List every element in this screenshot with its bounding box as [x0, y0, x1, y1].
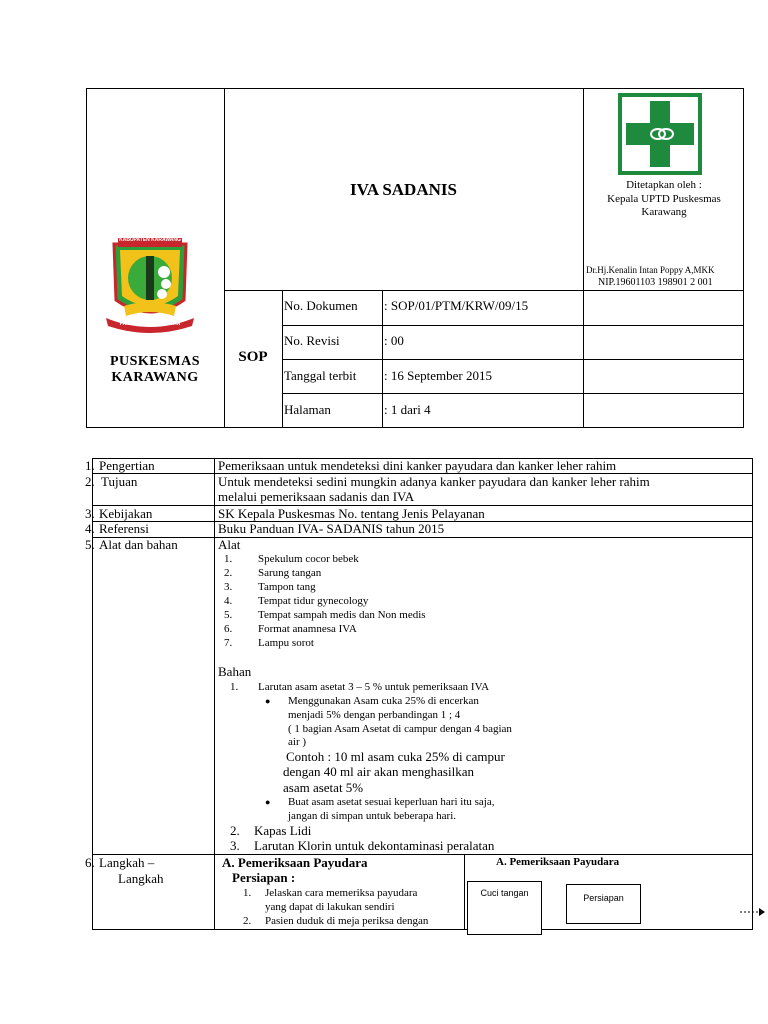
bullet-icon: ● [265, 696, 271, 706]
label-pengertian: Pengertian [99, 458, 155, 473]
meta-value-tanggal: : 16 September 2015 [384, 368, 492, 383]
list-item: 3. Tampon tang [224, 581, 316, 593]
list-item: 5. Tempat sampah medis dan Non medis [224, 609, 426, 621]
row-num-5: 5. [85, 537, 95, 552]
persiapan-title: Persiapan : [232, 870, 296, 885]
bahan-title: Bahan [218, 664, 252, 679]
list-item: 7. Lampu sorot [224, 637, 314, 649]
label-langkah-1: Langkah – [99, 855, 155, 870]
label-langkah-2: Langkah [118, 871, 164, 886]
puskesmas-cross-logo [618, 93, 702, 175]
bullet1-line3: ( 1 bagian Asam Asetat di campur dengan 4 bagian [288, 723, 512, 735]
meta-label-no-revisi: No. Revisi [284, 333, 340, 348]
step1-num: 1. [243, 887, 252, 899]
bullet-icon: ● [265, 797, 271, 807]
org-name-line2: KARAWANG [111, 370, 199, 385]
flow-arrow-icon [740, 904, 766, 914]
bullet1-line2: menjadi 5% dengan perbandingan 1 ; 4 [288, 709, 461, 721]
row-num-4: 4. [85, 521, 95, 536]
text-referensi: Buku Panduan IVA- SADANIS tahun 2015 [218, 521, 445, 536]
flow-box-persiapan [566, 884, 641, 924]
row-num-3: 3. [85, 506, 95, 521]
page-title: IVA SADANIS [350, 180, 457, 199]
org-name-line1: PUSKESMAS [109, 354, 201, 369]
text-pengertian: Pemeriksaan untuk mendeteksi dini kanker payudara dan kanker leher rahim [218, 458, 617, 473]
row-num-2: 2. [85, 474, 95, 489]
logo-ribbon-bottom: PANGKAL PERJUANGAN [119, 321, 181, 327]
bahan-2-text: Kapas Lidi [254, 823, 312, 838]
meta-label-no-dokumen: No. Dokumen [284, 298, 358, 313]
bahan-1-text: Larutan asam asetat 3 – 5 % untuk pemeriksaan IVA [258, 681, 490, 693]
bahan-3-text: Larutan Klorin untuk dekontaminasi peralatan [254, 838, 495, 853]
contoh-line3: asam asetat 5% [283, 780, 364, 795]
list-item: 2. Sarung tangan [224, 567, 322, 579]
bullet2-line1: Buat asam asetat sesuai keperluan hari itu saja, [288, 796, 495, 808]
flow-title: A. Pemeriksaan Payudara [496, 856, 620, 868]
step2-num: 2. [243, 915, 252, 927]
meta-label-halaman: Halaman [284, 402, 331, 417]
alat-title: Alat [218, 537, 241, 552]
alat-list [224, 553, 524, 653]
sop-label: SOP [238, 349, 268, 365]
label-tujuan: Tujuan [101, 474, 138, 489]
bullet2-line2: jangan di simpan untuk beberapa hari. [288, 810, 457, 822]
flow-box-cuci-tangan-label: Cuci tangan [480, 888, 529, 898]
row-num-6: 6. [85, 855, 95, 870]
step1-line1: Jelaskan cara memeriksa payudara [265, 887, 418, 899]
bahan-2-num: 2. [230, 823, 240, 838]
langkah-subtitle: A. Pemeriksaan Payudara [222, 855, 368, 870]
bahan-1-num: 1. [230, 681, 239, 693]
label-alat-bahan: Alat dan bahan [99, 537, 178, 552]
label-kebijakan: Kebijakan [99, 506, 153, 521]
flow-box-cuci-tangan [467, 881, 542, 935]
text-tujuan-1: Untuk mendeteksi sedini mungkin adanya kanker payudara dan kanker leher rahim [218, 474, 650, 489]
list-item: 6. Format anamnesa IVA [224, 623, 357, 635]
approved-by: Ditetapkan oleh : [626, 179, 702, 191]
signer-nip: NIP.19601103 198901 2 001 [598, 277, 713, 288]
karawang-logo [104, 236, 196, 336]
step1-line2: yang dapat di lakukan sendiri [265, 901, 395, 913]
meta-value-halaman: : 1 dari 4 [384, 402, 431, 417]
list-item: 1. Spekulum cocor bebek [224, 553, 359, 565]
signer-name: Dr.Hj.Kenalin Intan Poppy A,MKK [586, 265, 715, 275]
logo-ribbon-top: KABUPATEN KARAWANG [119, 237, 181, 243]
row-num-1: 1. [85, 458, 95, 473]
meta-value-no-dokumen: : SOP/01/PTM/KRW/09/15 [384, 298, 529, 313]
label-referensi: Referensi [99, 521, 149, 536]
contoh-line1: Contoh : 10 ml asam cuka 25% di campur [286, 749, 505, 764]
text-kebijakan: SK Kepala Puskesmas No. tentang Jenis Pelayanan [218, 506, 485, 521]
contoh-line2: dengan 40 ml air akan menghasilkan [283, 764, 474, 779]
bullet1-line4: air ) [288, 736, 307, 748]
text-tujuan-2: melalui pemeriksaan sadanis dan IVA [218, 489, 415, 504]
flow-box-persiapan-label: Persiapan [583, 893, 624, 903]
bullet1-line1: Menggunakan Asam cuka 25% di encerkan [288, 695, 479, 707]
approver-line2: Karawang [641, 206, 687, 218]
meta-value-no-revisi: : 00 [384, 333, 404, 348]
list-item: 4. Tempat tidur gynecology [224, 595, 369, 607]
step2-line1: Pasien duduk di meja periksa dengan [265, 915, 429, 927]
bahan-3-num: 3. [230, 838, 240, 853]
approver-line1: Kepala UPTD Puskesmas [607, 193, 721, 205]
meta-label-tanggal: Tanggal terbit [284, 368, 357, 383]
